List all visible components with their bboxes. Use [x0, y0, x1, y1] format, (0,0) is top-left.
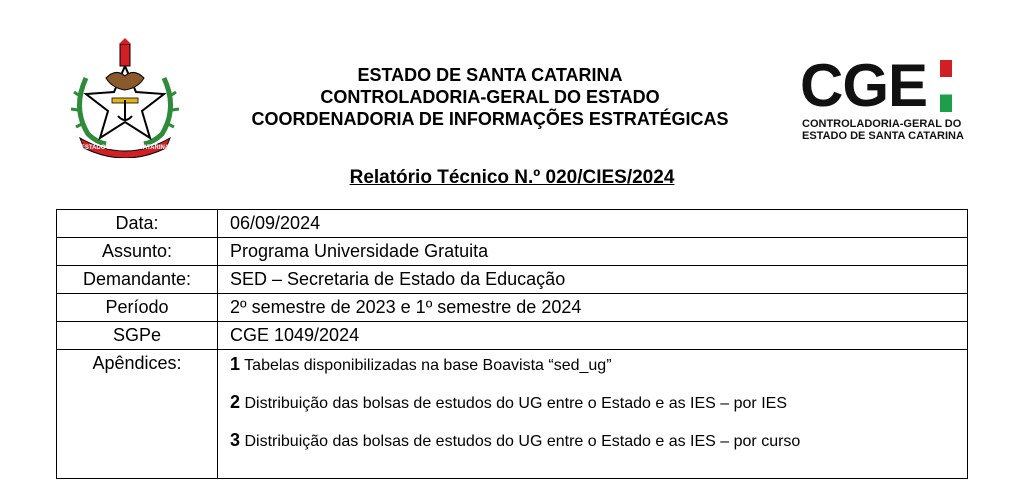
- header-titles: [190, 64, 790, 130]
- row-label: Período: [57, 294, 218, 322]
- header-line-coordenadoria: COORDENADORIA DE INFORMAÇÕES ESTRATÉGICAS: [251, 109, 729, 129]
- table-row-appendices: [57, 350, 968, 479]
- row-label: Demandante:: [57, 266, 218, 294]
- cge-logo: [800, 52, 964, 146]
- appendix-item: [230, 431, 967, 451]
- cge-flag-stripes: [940, 60, 952, 112]
- appendix-number: 2: [230, 392, 241, 412]
- appendix-text: Tabelas disponibilizadas na base Boavista “sed_ug”: [240, 357, 612, 374]
- report-title: [0, 167, 1024, 189]
- table-row: [57, 266, 968, 294]
- row-label: SGPe: [57, 322, 218, 350]
- report-info-table: [56, 209, 968, 479]
- row-value: CGE 1049/2024: [218, 322, 968, 350]
- appendix-text: Distribuição das bolsas de estudos do UG entre o Estado e as IES – por curso: [240, 433, 801, 450]
- table-row: [57, 238, 968, 266]
- cge-logo-sub-line1: CONTROLADORIA-GERAL DO: [802, 118, 962, 130]
- header-line-controladoria: CONTROLADORIA-GERAL DO ESTADO: [320, 87, 660, 107]
- row-value: 2º semestre de 2023 e 1º semestre de 2024: [218, 294, 968, 322]
- header-line-state: ESTADO DE SANTA CATARINA: [357, 65, 623, 85]
- row-label: Assunto:: [57, 238, 218, 266]
- table-row: [57, 294, 968, 322]
- cge-logo-sub-line2: ESTADO DE SANTA CATARINA: [802, 130, 964, 142]
- cge-logo-mark: CGE: [800, 52, 928, 119]
- table-row: [57, 322, 968, 350]
- row-value: SED – Secretaria de Estado da Educação: [218, 266, 968, 294]
- appendix-number: 1: [230, 354, 241, 374]
- row-value: Programa Universidade Gratuita: [218, 238, 968, 266]
- cge-logo-subtitle: [802, 118, 964, 142]
- report-title-text: Relatório Técnico N.º 020/CIES/2024: [349, 167, 675, 188]
- appendix-item: [230, 355, 967, 375]
- row-value: 06/09/2024: [218, 210, 968, 238]
- appendix-number: 3: [230, 430, 241, 450]
- appendix-text: Distribuição das bolsas de estudos do UG entre o Estado e as IES – por IES: [240, 395, 787, 412]
- seal-banner-text: ESTADO DE SANTA CATARINA: [80, 145, 170, 151]
- appendix-item: [230, 393, 967, 413]
- appendices-list: [218, 350, 968, 479]
- table-row: [57, 210, 968, 238]
- row-label: Data:: [57, 210, 218, 238]
- appendices-label: Apêndices:: [57, 350, 218, 479]
- state-coat-of-arms: [66, 38, 184, 158]
